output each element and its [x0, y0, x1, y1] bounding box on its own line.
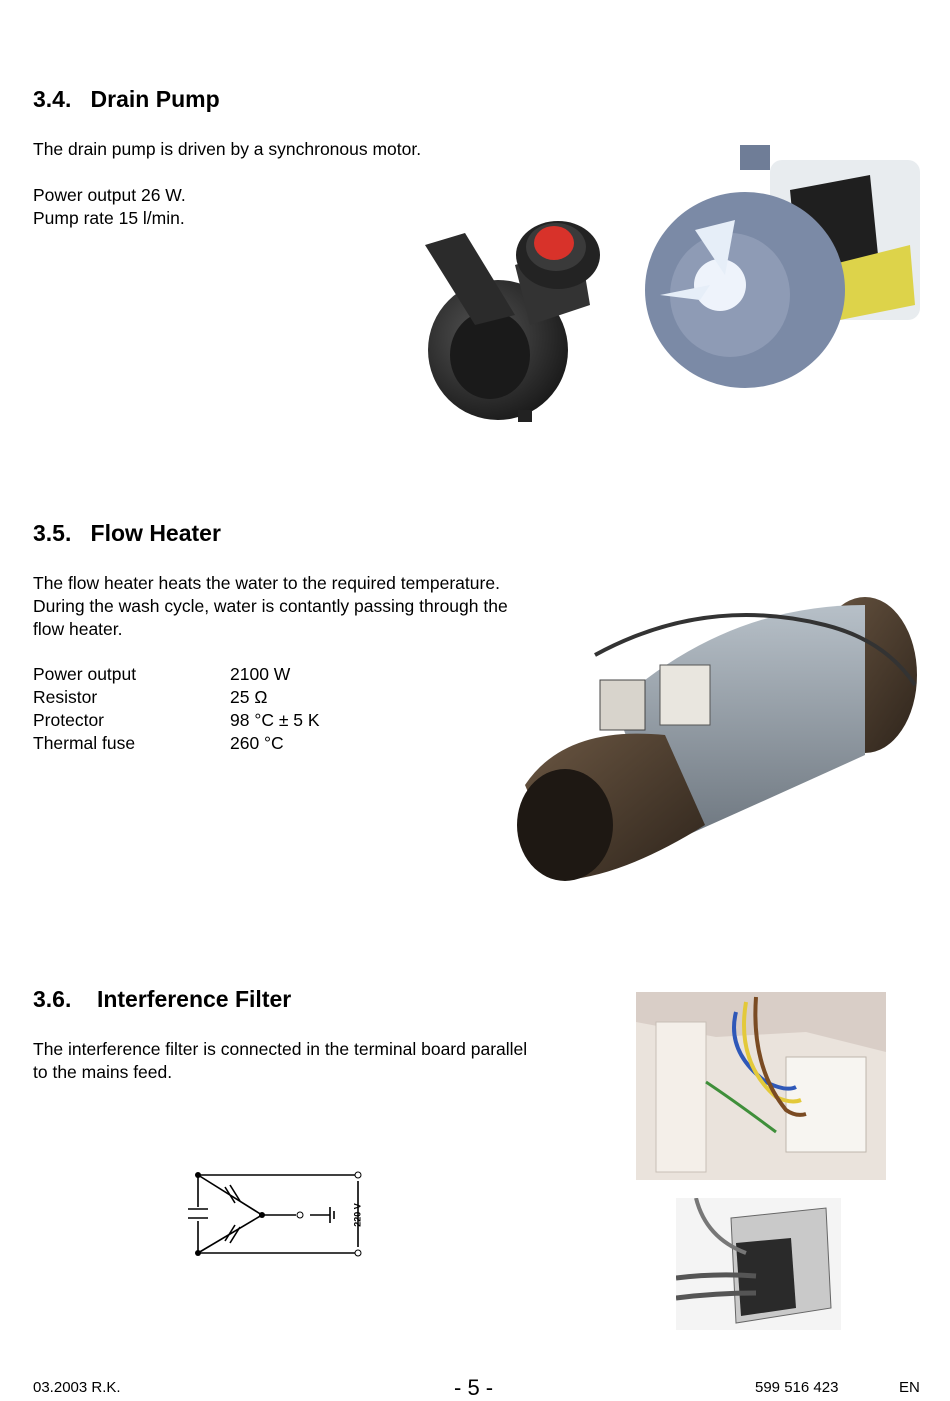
paragraph-line: During the wash cycle, water is contantly passing through the — [33, 596, 508, 616]
footer-doc-number: 599 516 423 — [755, 1379, 839, 1396]
paragraph-line: The interference filter is connected in the terminal board parallel — [33, 1039, 528, 1059]
spec-row — [33, 710, 393, 733]
spec-row — [33, 733, 393, 756]
spec-label: Thermal fuse — [33, 733, 136, 753]
spec-label: Power output — [33, 664, 137, 684]
footer-language: EN — [899, 1379, 920, 1396]
drain-pump-intro: The drain pump is driven by a synchronous motor. — [33, 139, 422, 159]
interference-filter-image — [676, 1198, 841, 1330]
section-number: 3.6. — [33, 986, 72, 1012]
drain-pump-housing-image — [420, 205, 610, 425]
paragraph-line: to the mains feed. — [33, 1062, 173, 1082]
spec-label: Protector — [33, 710, 104, 730]
footer-date-author: 03.2003 R.K. — [33, 1379, 121, 1396]
flow-heater-specs — [33, 664, 393, 756]
drain-pump-power: Power output 26 W. — [33, 185, 186, 205]
section-number: 3.4. — [33, 86, 72, 112]
section-number: 3.5. — [33, 520, 72, 546]
section-title: Drain Pump — [90, 86, 220, 112]
spec-label: Resistor — [33, 687, 98, 707]
spec-row — [33, 687, 393, 710]
flow-heater-image — [505, 585, 930, 890]
terminal-board-image — [636, 992, 886, 1180]
footer-page-number: - 5 - — [454, 1375, 494, 1400]
interference-filter-schematic — [180, 1165, 370, 1265]
section-title: Flow Heater — [90, 520, 221, 546]
spec-value: 98 °C ± 5 K — [230, 710, 320, 730]
schematic-voltage-label: 220 V — [352, 1203, 363, 1227]
spec-value: 2100 W — [230, 664, 291, 684]
section-heading-flow-heater — [33, 520, 221, 547]
flow-heater-description — [33, 572, 573, 641]
interference-filter-description — [33, 1038, 593, 1084]
section-heading-interference-filter — [33, 986, 291, 1013]
drain-pump-rate: Pump rate 15 l/min. — [33, 208, 185, 228]
paragraph-line: The flow heater heats the water to the required temperature. — [33, 573, 500, 593]
spec-value: 260 °C — [230, 733, 284, 753]
spec-row — [33, 664, 393, 687]
section-title: Interference Filter — [96, 986, 292, 1012]
section-heading-drain-pump — [33, 86, 220, 113]
paragraph-line: flow heater. — [33, 619, 123, 639]
drain-pump-motor-image — [640, 145, 930, 393]
spec-value: 25 Ω — [230, 687, 268, 707]
